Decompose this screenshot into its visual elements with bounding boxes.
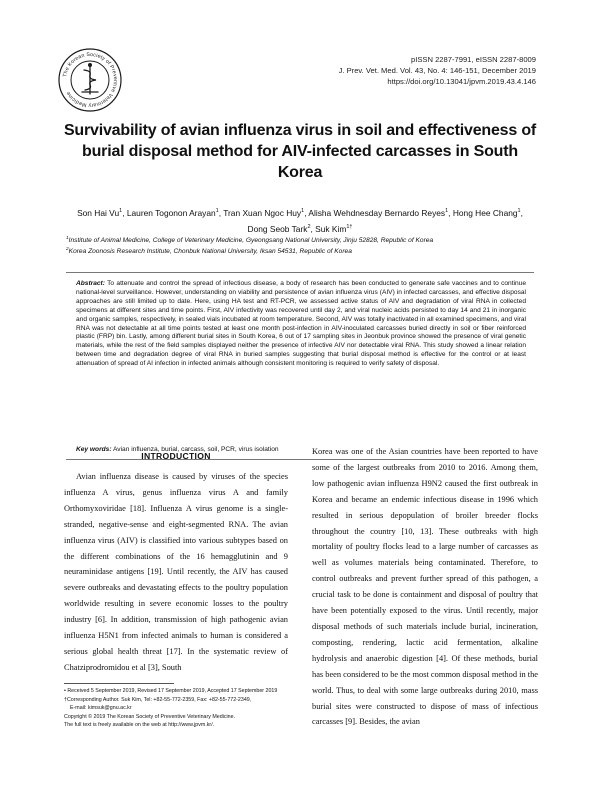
author-name: Suk Kim — [315, 223, 347, 234]
author-superscript: 1 — [215, 208, 219, 214]
article-title: Survivability of avian influenza virus in soil and effectiveness of burial disposal method for AIV-infected carcasses in South Korea — [63, 122, 537, 181]
open-access-note: The full text is freely available on the web at http://www.jpvm.kr/. — [64, 722, 215, 729]
footnotes — [64, 687, 296, 730]
author-name: Tran Xuan Ngoc Huy — [223, 207, 302, 218]
intro-right-column — [312, 444, 538, 730]
author-name: Lauren Togonon Arayan — [126, 207, 216, 218]
issn-line: pISSN 2287-7991, eISSN 2287-8009 — [411, 55, 536, 64]
corresponding-author: †Corresponding Author. Suk Kim, Tel: +82-55-772-2359, Fax: +82-55-772-2349, — [64, 696, 252, 703]
society-logo — [58, 48, 122, 112]
author-superscript: 2 — [307, 223, 311, 230]
intro-paragraph-left: Avian influenza disease is caused by viruses of the species influenza A virus, genus influenza virus A and family Orthomyxoviridae [18]. Influenza A virus genome is a single-stranded, negative-sense and eight-segmented RNA. The avian influenza virus (AIV) is classified into various subtypes based on the different combinations of the 16 hemagglutinin and 9 neuraminidase antigens [19]. Until recently, the AIV has caused severe outbreaks and devastating effects to the poultry population worldwide resulting in severe economic losses to the poultry industry [6]. In addition, transmission of high pathogenic avian influenza H5N1 from infected animals to human is considered a serious global health threat [17]. In the systematic review of Chatziprodromidou et al [3], South — [64, 472, 288, 672]
received-dates: • Received 5 September 2019, Revised 17 September 2019, Accepted 17 September 2019 — [64, 688, 278, 694]
affiliation-superscript: 2 — [66, 246, 69, 252]
intro-left-column — [64, 451, 288, 676]
copyright: Copyright © 2019 The Korean Society of Preventive Veterinary Medicine. — [64, 713, 236, 720]
affiliation-text: Korea Zoonosis Research Institute, Chonbuk National University, Iksan 54531, Republic of Korea — [68, 247, 352, 255]
author-list: Son Hai Vu$^1$, Lauren Togonon Arayan$^1$, Tran Xuan Ngoc Huy$^1$, Alisha Wehdnesday Bernardo Reyes$^1$, Hong Hee Chang$^1$, Dong Seob Tark$^2$, Suk Kim$^{1\dagger}$ — [77, 207, 523, 234]
author-name: Alisha Wehdnesday Bernardo Reyes — [308, 207, 446, 218]
author-superscript: 1 — [517, 208, 521, 214]
intro-paragraph-right: Korea was one of the Asian countries have been reported to have some of the largest outbreaks from 2010 to 2016. Among them, low pathogenic avian influenza H9N2 caused the first outbreak in Korea and became an endemic infectious disease in 1996 which resulted in serious depopulation of broiler breeder flocks throughout the country [10, 13]. These outbreaks with high mortality of poultry flocks lead to a large number of carcasses as well as volumes materials being contaminated. Therefore, to control outbreaks and prevent further spread of this pathogen, a crucial task to be done is containment and disposal of poultry that have been potentially exposed to the virus. Until recently, major disposal methods of such materials include burial, incineration, composting, rendering, lactic acid fermentation, alkaline hydrolysis and anaerobic digestion [4]. Of these methods, burial has been considered to be the most common disposal method in the world. Thus, to deal with some large outbreaks during 2010, mass burial sites were constructed to dispose of mass of infectious carcasses [9]. Besides, the avian — [312, 447, 538, 727]
section-heading-introduction: INTRODUCTION — [141, 451, 211, 461]
author-name: Hong Hee Chang — [452, 207, 518, 218]
footnote-divider — [64, 683, 174, 684]
keywords-text: Avian influenza, burial, carcass, soil, PCR, virus isolation — [113, 446, 279, 453]
affiliation-line — [66, 235, 546, 246]
affiliation-line — [66, 246, 546, 257]
author-name: Dong Seob Tark — [247, 223, 308, 234]
logo-ring-text: The Korean Society of Preventive Veterinary Medicine — [62, 51, 119, 109]
abstract-heading: Abstract: — [76, 280, 105, 287]
author-superscript: 1 — [301, 208, 305, 214]
author-superscript: 1 — [445, 208, 449, 214]
journal-info — [236, 54, 536, 87]
abstract-text: To attenuate and control the spread of infectious disease, a body of research has been conducted to generate safe vaccines and to continue national-level surveillance. However, understanding on viability and persistence of avian influenza virus (AIV) in infected carcasses, and effective disposal approaches are still limited up to date. Here, using HA test and RT-PCR, we assessed active status of AIV and degradation of viral RNA in collected specimens at different sites and time points. First, AIV infectivity was recovered until day 2, and viral nucleic acids persisted to day 14 and 21 in inorganic and organic samples, respectively, in sealed vials incubated at room temperature. Second, AIV was totally inactivated in all examined specimens, and viral RNA was not detectable at all time points tested at least one month post-infection in AIV-inoculated carcasses buried directly in soil or fiber reinforced plastic (FRP) bin. Lastly, among different burial sites in South Korea, 6 out of 17 sampling sites in Jeonbuk province showed the presence of viral genetic materials, while the rest of the field samples displayed neither the presence of infective AIV nor detectable viral RNA. This study showed a linear relation between time and degradation degree of viral RNA in buried samples suggesting that burial disposal method is effective for the control or at least attenuation of spread of AI infection in infected animals although consistent monitoring is required to verify safety of disposal. — [76, 280, 526, 368]
keywords-heading: Key words: — [76, 446, 112, 453]
doi-link[interactable]: https://doi.org/10.13041/jpvm.2019.43.4.146 — [387, 77, 536, 86]
author-email[interactable]: E-mail: kimsuk@gnu.ac.kr — [70, 705, 132, 712]
author-superscript: 1 — [119, 208, 123, 214]
affiliations — [66, 235, 546, 257]
author-name: Son Hai Vu — [77, 207, 120, 218]
affiliation-superscript: 1 — [66, 236, 69, 241]
affiliation-text: Institute of Animal Medicine, College of Veterinary Medicine, Gyeongsang National University, Jinju 52828, Republic of Korea — [68, 237, 434, 245]
citation-line: J. Prev. Vet. Med. Vol. 43, No. 4: 146-151, December 2019 — [338, 66, 536, 75]
author-superscript: 1† — [346, 223, 353, 230]
abstract — [76, 280, 526, 369]
